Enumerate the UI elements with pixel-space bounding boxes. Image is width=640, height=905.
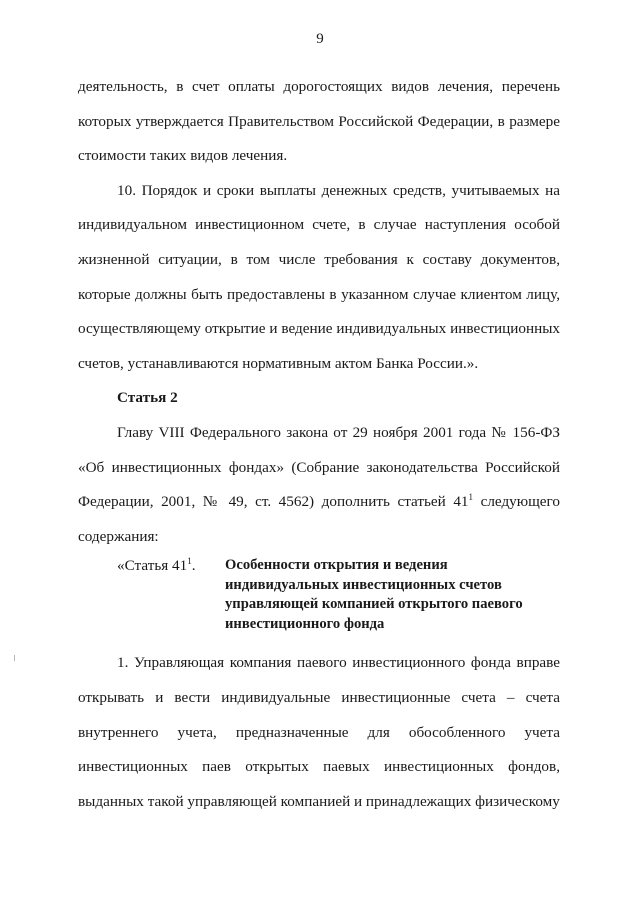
paragraph-continuation: деятельность, в счет оплаты дорогостоящих видов лечения, перечень которых утверждается Правительством Российской Федерации, в размере стоимости таких видов лечения.: [78, 78, 560, 165]
article-41-1-label-end: .: [191, 557, 196, 575]
article-41-1-title: Особенности открытия и ведения индивидуальных инвестиционных счетов управляющей компанией открытого паевого инвестиционного фонда: [225, 557, 523, 632]
article-2-superscript: 1: [468, 492, 474, 503]
page-number: 9: [316, 31, 324, 47]
article-2-heading: Статья 2: [117, 389, 178, 407]
article-41-1-label-superscript: 1: [187, 556, 192, 567]
article-41-1-header: [117, 556, 560, 634]
paragraph-item-1: 1. Управляющая компания паевого инвестиционного фонда вправе открывать и вести индивидуальные инвестиционные счета – счета внутреннего учета, предназначенные для обособленного учета инвестиционных паев открытых паевых инвестиционных фондов, выданных такой управляющей компанией и принадлежащих физическому: [78, 654, 560, 810]
paragraph-item-10: 10. Порядок и сроки выплаты денежных средств, учитываемых на индивидуальном инвестиционном счете, в случае наступления особой жизненной ситуации, в том числе требования к составу документов, которые должны быть предоставлены в указанном случае клиентом лицу, осуществляющему открытие и ведение индивидуальных инвестиционных счетов, устанавливаются нормативным актом Банка России.».: [78, 181, 560, 372]
article-2-text-part1: Главу VIII Федерального закона от 29 ноября 2001 года № 156-ФЗ «Об инвестиционных фондах» (Собрание законодательства Российской Федерации, 2001, № 49, ст. 4562) дополнить статьей 41: [78, 423, 560, 511]
article-2-text-part2: следующего содержания:: [78, 493, 560, 545]
article-41-1-label-text: «Статья 41: [117, 557, 188, 575]
article-2-text: [78, 416, 560, 554]
margin-scan-mark: [14, 655, 15, 661]
document-body: [78, 70, 560, 819]
article-41-1-label: [117, 556, 225, 576]
